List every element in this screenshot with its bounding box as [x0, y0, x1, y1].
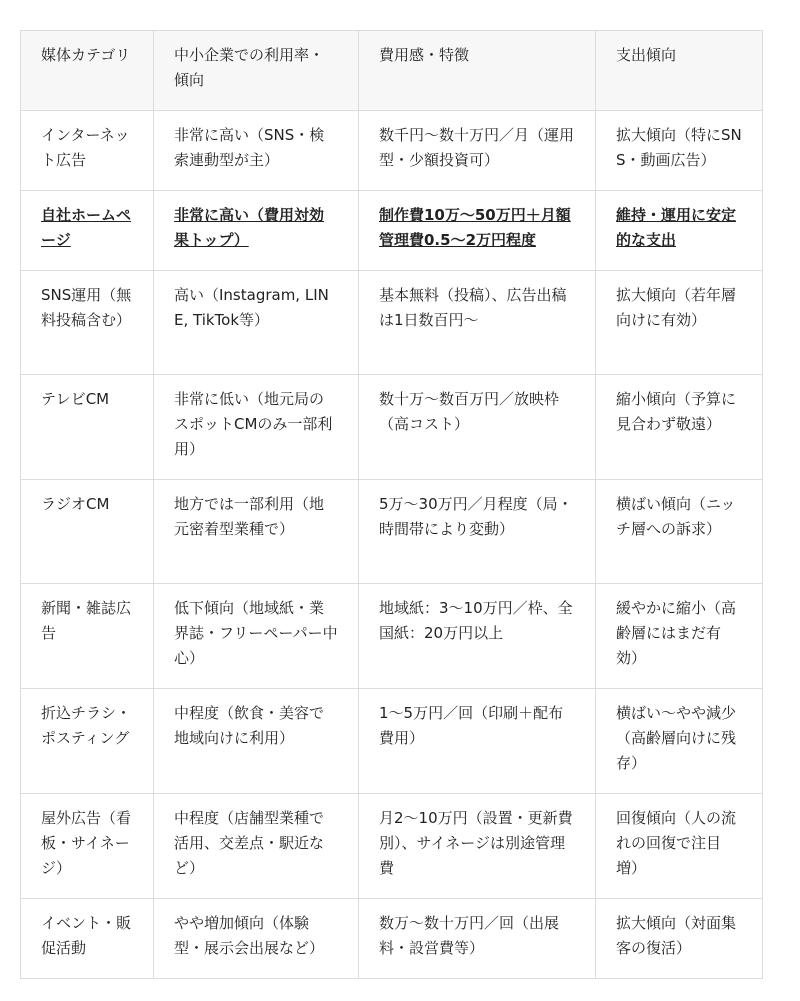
cell-cost: 数万〜数十万円／回（出展料・設営費等） [359, 899, 596, 979]
table-row [21, 271, 763, 375]
table-row [21, 480, 763, 584]
table-row [21, 375, 763, 480]
cell-category: 折込チラシ・ポスティング [21, 689, 154, 794]
cell-usage: 非常に高い（SNS・検索連動型が主） [154, 111, 359, 191]
table-row [21, 111, 763, 191]
header-media-category: 媒体カテゴリ [21, 31, 154, 111]
cell-usage: 中程度（店舗型業種で活用、交差点・駅近など） [154, 794, 359, 899]
header-spending-trend: 支出傾向 [596, 31, 763, 111]
cell-cost: 1〜5万円／回（印刷＋配布費用） [359, 689, 596, 794]
cell-category: 自社ホームページ [21, 191, 154, 271]
table-row [21, 584, 763, 689]
media-table-container [20, 30, 762, 979]
cell-trend: 拡大傾向（特にSNS・動画広告） [596, 111, 763, 191]
cell-cost: 制作費10万〜50万円＋月額管理費0.5〜2万円程度 [359, 191, 596, 271]
cell-trend: 縮小傾向（予算に見合わず敬遠） [596, 375, 763, 480]
cell-usage: 中程度（飲食・美容で地域向けに利用） [154, 689, 359, 794]
cell-category: ラジオCM [21, 480, 154, 584]
table-row [21, 689, 763, 794]
cell-usage: 高い（Instagram, LINE, TikTok等） [154, 271, 359, 375]
cell-cost: 数十万〜数百万円／放映枠（高コスト） [359, 375, 596, 480]
cell-trend: 緩やかに縮小（高齢層にはまだ有効） [596, 584, 763, 689]
cell-usage: 非常に低い（地元局のスポットCMのみ一部利用） [154, 375, 359, 480]
cell-usage: 地方では一部利用（地元密着型業種で） [154, 480, 359, 584]
cell-usage: 低下傾向（地域紙・業界誌・フリーペーパー中心） [154, 584, 359, 689]
cell-trend: 拡大傾向（若年層向けに有効） [596, 271, 763, 375]
table-row [21, 794, 763, 899]
cell-category: テレビCM [21, 375, 154, 480]
table-row [21, 899, 763, 979]
cell-category: 屋外広告（看板・サイネージ） [21, 794, 154, 899]
cell-trend: 回復傾向（人の流れの回復で注目増） [596, 794, 763, 899]
cell-cost: 数千円〜数十万円／月（運用型・少額投資可） [359, 111, 596, 191]
cell-category: イベント・販促活動 [21, 899, 154, 979]
cell-cost: 5万〜30万円／月程度（局・時間帯により変動） [359, 480, 596, 584]
cell-category: 新聞・雑誌広告 [21, 584, 154, 689]
cell-cost: 基本無料（投稿）、広告出稿は1日数百円〜 [359, 271, 596, 375]
header-cost-features: 費用感・特徴 [359, 31, 596, 111]
cell-cost: 月2〜10万円（設置・更新費別）、サイネージは別途管理費 [359, 794, 596, 899]
header-usage-rate: 中小企業での利用率・傾向 [154, 31, 359, 111]
table-header-row [21, 31, 763, 111]
cell-category: インターネット広告 [21, 111, 154, 191]
cell-usage: やや増加傾向（体験型・展示会出展など） [154, 899, 359, 979]
cell-usage: 非常に高い（費用対効果トップ） [154, 191, 359, 271]
cell-trend: 維持・運用に安定的な支出 [596, 191, 763, 271]
table-row-highlighted [21, 191, 763, 271]
cell-trend: 横ばい傾向（ニッチ層への訴求） [596, 480, 763, 584]
cell-cost: 地域紙：3〜10万円／枠、全国紙：20万円以上 [359, 584, 596, 689]
cell-trend: 横ばい〜やや減少（高齢層向けに残存） [596, 689, 763, 794]
cell-trend: 拡大傾向（対面集客の復活） [596, 899, 763, 979]
media-spending-table [20, 30, 763, 979]
cell-category: SNS運用（無料投稿含む） [21, 271, 154, 375]
